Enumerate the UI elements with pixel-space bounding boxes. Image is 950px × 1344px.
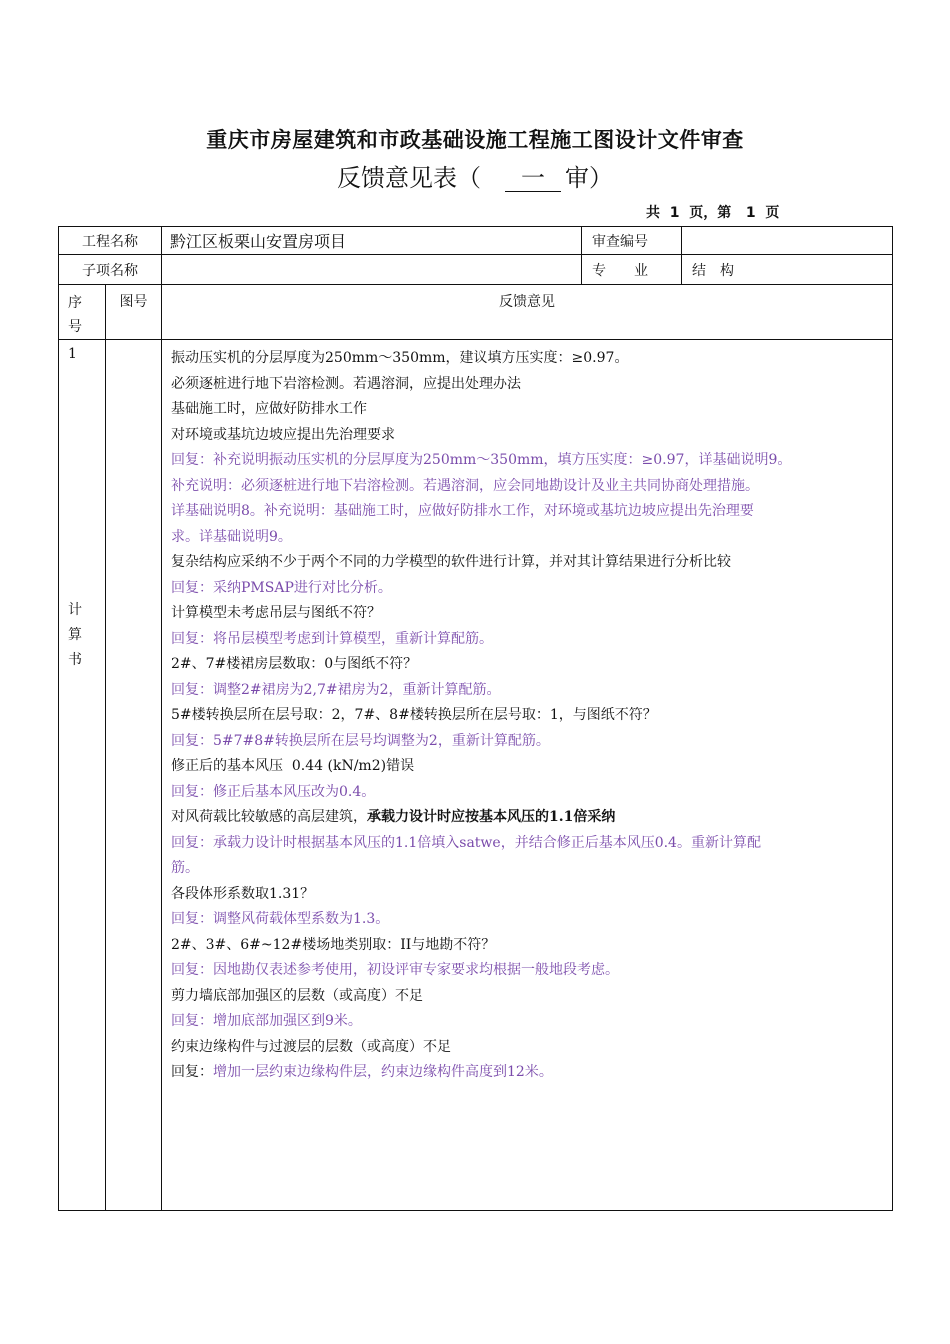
reply-line [171, 780, 884, 806]
subitem-value [162, 255, 582, 285]
line-text: 2#、7#楼裙房层数取：0与图纸不符？ [171, 656, 418, 672]
line-text: 求。详基础说明9。 [171, 528, 292, 545]
drawing-no-header: 图号 [106, 285, 162, 340]
line-text: 修正后的基本风压 0.44 (kN/m2)错误 [171, 758, 415, 774]
column-header-row [59, 285, 893, 340]
line-text: 回复：5#7#8#转换层所在层号均调整为2，重新计算配筋。 [171, 732, 550, 749]
seq-header: 序号 [59, 285, 106, 340]
reply-line [171, 627, 884, 653]
line-text: 必须逐桩进行地下岩溶检测。若遇溶洞，应提出处理办法 [171, 375, 521, 392]
line-text: 对环境或基坑边坡应提出先治理要求 [171, 426, 395, 443]
row-seq-number: 1 [68, 346, 77, 362]
comment-line [171, 703, 884, 729]
comment-line [171, 423, 884, 449]
row-category: 计算书 [68, 602, 82, 668]
reply-line [171, 958, 884, 984]
line-text: 5#楼转换层所在层号取：2，7#、8#楼转换层所在层号取：1，与图纸不符？ [171, 707, 657, 723]
document-title: 重庆市房屋建筑和市政基础设施工程施工图设计文件审查 [206, 128, 744, 152]
feedback-header: 反馈意见 [162, 285, 893, 340]
comment-line [171, 652, 884, 678]
subtitle-prefix: 反馈意见表（ [337, 164, 481, 192]
reply-line [171, 678, 884, 704]
line-text: 回复：调整2#裙房为2,7#裙房为2，重新计算配筋。 [171, 681, 501, 698]
feedback-content [162, 340, 893, 1211]
comment-line [171, 1060, 884, 1086]
line-text: 2#、3#、6#~12#楼场地类别取：II与地勘不符？ [171, 936, 496, 953]
page-info: 共 1 页，第 1 页 [646, 205, 780, 221]
row-seq-cell [59, 340, 106, 1211]
project-row [59, 227, 893, 255]
comment-line [171, 805, 884, 831]
subitem-row [59, 255, 893, 285]
reply-line [171, 525, 884, 551]
reply-line [171, 729, 884, 755]
feedback-row-1 [59, 340, 893, 1211]
line-text: 筋。 [171, 860, 199, 876]
line-text: 补充说明：必须逐桩进行地下岩溶检测。若遇溶洞，应会同地勘设计及业主共同协商处理措施。 [171, 477, 759, 494]
comment-line [171, 882, 884, 908]
feedback-lines [171, 346, 884, 1086]
reply-line [171, 831, 884, 857]
line-text: 约束边缘构件与过渡层的层数（或高度）不足 [171, 1038, 451, 1055]
line-text: 对风荷载比较敏感的高层建筑， [171, 809, 367, 825]
comment-line [171, 372, 884, 398]
line-text: 回复：采纳PMSAP进行对比分析。 [171, 579, 392, 596]
line-text: 振动压实机的分层厚度为250mm～350mm，建议填方压实度：≥0.97。 [171, 350, 629, 366]
row-drawing-no-cell [106, 340, 162, 1211]
line-text: 计算模型未考虑吊层与图纸不符？ [171, 605, 381, 621]
comment-line [171, 933, 884, 959]
line-reply-tail: 增加一层约束边缘构件层，约束边缘构件高度到12米。 [213, 1064, 553, 1080]
reply-line [171, 448, 884, 474]
comment-line [171, 397, 884, 423]
line-text: 回复：因地勘仅表述参考使用，初设评审专家要求均根据一般地段考虑。 [171, 962, 619, 978]
review-no-value [682, 227, 893, 255]
reply-line [171, 856, 884, 882]
reply-line [171, 576, 884, 602]
line-text: 基础施工时，应做好防排水工作 [171, 401, 367, 417]
comment-line [171, 601, 884, 627]
review-round-field: 一 [505, 165, 561, 192]
specialty-label: 专 业 [582, 255, 682, 285]
reply-line [171, 474, 884, 500]
line-text: 回复：将吊层模型考虑到计算模型，重新计算配筋。 [171, 630, 493, 647]
review-no-label: 审查编号 [582, 227, 682, 255]
specialty-value: 结 构 [682, 255, 893, 285]
line-text: 回复：补充说明振动压实机的分层厚度为250mm～350mm，填方压实度：≥0.97，详基础说明9。 [171, 452, 792, 468]
comment-line [171, 550, 884, 576]
reply-line [171, 1009, 884, 1035]
feedback-form-table [58, 226, 893, 1211]
subtitle-suffix: 审） [565, 164, 613, 192]
comment-line [171, 754, 884, 780]
line-text: 复杂结构应采纳不少于两个不同的力学模型的软件进行计算，并对其计算结果进行分析比较 [171, 554, 731, 570]
comment-line [171, 984, 884, 1010]
line-text: 详基础说明8。补充说明：基础施工时，应做好防排水工作，对环境或基坑边坡应提出先治理要 [171, 503, 754, 519]
comment-line [171, 346, 884, 372]
subitem-label: 子项名称 [59, 255, 162, 285]
line-text: 回复：增加底部加强区到9米。 [171, 1013, 362, 1029]
project-name-value: 黔江区板栗山安置房项目 [162, 227, 582, 255]
line-text: 回复： [171, 1064, 213, 1080]
comment-line [171, 1035, 884, 1061]
line-text: 剪力墙底部加强区的层数（或高度）不足 [171, 987, 423, 1004]
line-text: 回复：调整风荷载体型系数为1.3。 [171, 911, 390, 927]
line-text: 各段体形系数取1.31？ [171, 885, 315, 902]
project-name-label: 工程名称 [59, 227, 162, 255]
reply-line [171, 907, 884, 933]
line-text: 回复：修正后基本风压改为0.4。 [171, 783, 376, 800]
line-text: 回复：承载力设计时根据基本风压的1.1倍填入satwe，并结合修正后基本风压0.4。重新计算配 [171, 834, 761, 851]
reply-line [171, 499, 884, 525]
line-emphasis: 承载力设计时应按基本风压的1.1倍采纳 [367, 809, 616, 825]
document-subtitle [0, 158, 950, 193]
